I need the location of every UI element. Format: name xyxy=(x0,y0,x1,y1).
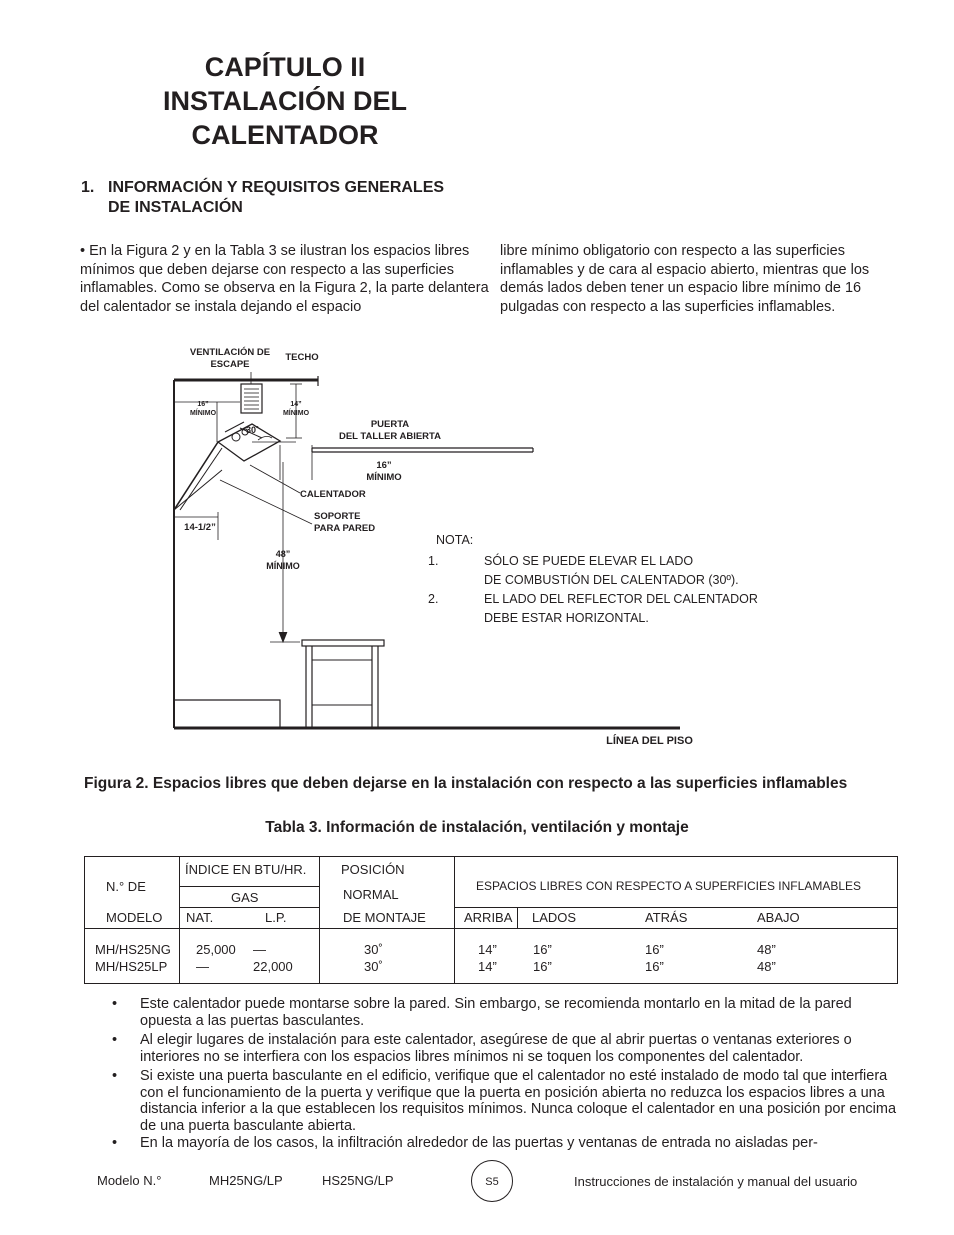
row1-nat: 25,000 xyxy=(196,942,236,957)
row2-back: 16” xyxy=(645,959,664,974)
row2-top: 14” xyxy=(478,959,497,974)
row1-position: 30˚ xyxy=(364,942,383,957)
bracket-label-line-1: SOPORTE xyxy=(314,511,361,522)
top-clearance-min: MÍNIMO xyxy=(282,410,310,417)
note-2-line-1: EL LADO DEL REFLECTOR DEL CALENTADOR xyxy=(484,592,758,606)
bullet-1-text: Este calentador puede montarse sobre la pared. Sin embargo, se recomienda montarlo en la mitad de la pared opuesta a las puertas basculantes. xyxy=(140,996,852,1029)
row1-back: 16” xyxy=(645,942,664,957)
row2-nat: — xyxy=(196,959,209,974)
front-clearance-value: 16” xyxy=(376,460,392,471)
bullet-3-text: Si existe una puerta basculante en el edificio, verifique que el calentador no esté instalado de modo tal que interfiera con el funcionamiento de la puerta y verifique que la puerta en posición abierta no reduzca los espacios libres a una distancia inferior a la que establecen los requisitos mínimos. Nunca coloque el calentador en una posición por encima de una puerta basculante abierta. xyxy=(140,1068,897,1134)
th-nat: NAT. xyxy=(186,910,214,925)
chapter-title-line-2: INSTALACIÓN DEL xyxy=(163,86,407,116)
section-number: 1. xyxy=(81,179,95,196)
row1-sides: 16” xyxy=(533,942,552,957)
th-clearances: ESPACIOS LIBRES CON RESPECTO A SUPERFICIES INFLAMABLES xyxy=(476,879,862,893)
bullet-2: • Al elegir lugares de instalación para este calentador, asegúrese de que al abrir puertas o ventanas exteriores o interiores no se interfiera con los espacios libres mínimos ni se toquen los componentes del calentador. xyxy=(112,1032,902,1065)
row1-bottom: 48” xyxy=(757,942,776,957)
bullet-1: • Este calentador puede montarse sobre la pared. Sin embargo, se recomienda montarlo en la mitad de la pared opuesta a las puertas basculantes. xyxy=(112,996,902,1029)
bullet-4: • En la mayoría de los casos, la infiltración alrededor de las puertas y ventanas de entrada no aisladas per- xyxy=(112,1135,902,1152)
row2-model: MH/HS25LP xyxy=(95,959,168,974)
chapter-title-line-3: CALENTADOR xyxy=(191,120,379,150)
note-2-number: 2. xyxy=(428,592,439,606)
floor-clearance-min: MÍNIMO xyxy=(266,561,300,571)
left-clearance-min: MÍNIMO xyxy=(189,410,217,417)
wall-distance-label: 14-1/2” xyxy=(184,522,216,533)
note-2-line-2: DEBE ESTAR HORIZONTAL. xyxy=(484,611,649,625)
th-sides: LADOS xyxy=(532,910,577,925)
th-model-1: N.° DE xyxy=(106,879,146,894)
th-position-3: DE MONTAJE xyxy=(343,910,426,925)
note-1-number: 1. xyxy=(428,554,439,568)
row2-bottom: 48” xyxy=(757,959,776,974)
note-1-line-2: DE COMBUSTIÓN DEL CALENTADOR (30º). xyxy=(484,573,739,587)
th-top: ARRIBA xyxy=(464,910,513,925)
footer-manual-title: Instrucciones de instalación y manual del usuario xyxy=(574,1174,858,1189)
table-caption: Tabla 3. Información de instalación, ventilación y montaje xyxy=(265,819,689,836)
vent-label-line-1: VENTILACIÓN DE xyxy=(189,347,271,358)
chapter-title-line-1: CAPÍTULO II xyxy=(204,52,366,82)
th-lp: L.P. xyxy=(265,910,287,925)
front-clearance-min: MÍNIMO xyxy=(366,472,402,483)
left-clearance-value: 16” xyxy=(197,401,209,408)
floor-line-label: LÍNEA DEL PISO xyxy=(606,735,693,747)
bullet-2-text: Al elegir lugares de instalación para este calentador, asegúrese de que al abrir puertas o ventanas exteriores o interiores no se interfiera con los espacios libres mínimos ni se toquen los componentes del calentador. xyxy=(140,1032,852,1065)
th-model-2: MODELO xyxy=(106,910,163,925)
note-1-line-1: SÓLO SE PUEDE ELEVAR EL LADO xyxy=(484,554,694,568)
section-heading-line-1: INFORMACIÓN Y REQUISITOS GENERALES xyxy=(108,179,445,196)
section-heading-line-2: DE INSTALACIÓN xyxy=(108,199,243,216)
th-back: ATRÁS xyxy=(645,910,688,925)
th-bottom: ABAJO xyxy=(757,910,800,925)
page-number: S5 xyxy=(471,1160,513,1202)
row2-sides: 16” xyxy=(533,959,552,974)
intro-left-column: • En la Figura 2 y en la Tabla 3 se ilustran los espacios libres mínimos que deben dejarse con respecto a las superficies inflamables. Como se observa en la Figura 2, la parte delantera del calentador se instala dejando el espacio xyxy=(80,243,489,316)
th-position-1: POSICIÓN xyxy=(341,862,405,877)
door-label-line-2: DEL TALLER ABIERTA xyxy=(338,431,442,442)
footer-model-label: Modelo N.° xyxy=(97,1173,162,1188)
th-btu: ÍNDICE EN BTU/HR. xyxy=(185,862,307,877)
row2-lp: 22,000 xyxy=(253,959,293,974)
bullet-4-text: En la mayoría de los casos, la infiltración alrededor de las puertas y ventanas de entrada no aisladas per- xyxy=(140,1135,818,1151)
door-label-line-1: PUERTA xyxy=(370,419,410,430)
row2-position: 30˚ xyxy=(364,959,383,974)
th-position-2: NORMAL xyxy=(343,887,399,902)
th-gas: GAS xyxy=(231,890,259,905)
intro-right-column: libre mínimo obligatorio con respecto a las superficies inflamables y de cara al espacio abierto, mientras que los demás lados deben tener un espacio libre mínimo de 16 pulgadas con respecto a las superficies inflamables. xyxy=(500,243,870,316)
bullet-3: • Si existe una puerta basculante en el edificio, verifique que el calentador no esté instalado de modo tal que interfiera con el funcionamiento de la puerta y verifique que la puerta en posición abierta no reduzca los espacios libres a una distancia inferior a la que establecen los requisitos mínimos. Nunca coloque el calentador en una posición por encima de una puerta basculante abierta. xyxy=(112,1068,902,1134)
note-title: NOTA: xyxy=(436,533,474,547)
vent-label-line-2: ESCAPE xyxy=(210,359,250,370)
top-clearance-value: 14” xyxy=(290,401,302,408)
footer-model-1: MH25NG/LP xyxy=(209,1173,283,1188)
figure-caption: Figura 2. Espacios libres que deben dejarse en la instalación con respecto a las superficies inflamables xyxy=(84,775,848,792)
floor-clearance-value: 48” xyxy=(275,549,291,559)
row1-top: 14” xyxy=(478,942,497,957)
heater-label: CALENTADOR xyxy=(300,489,366,500)
bracket-label-line-2: PARA PARED xyxy=(314,523,376,534)
ceiling-label: TECHO xyxy=(285,352,319,363)
row1-lp: — xyxy=(253,942,266,957)
angle-label: 30˚ xyxy=(246,425,260,435)
row1-model: MH/HS25NG xyxy=(95,942,171,957)
footer-model-2: HS25NG/LP xyxy=(322,1173,394,1188)
